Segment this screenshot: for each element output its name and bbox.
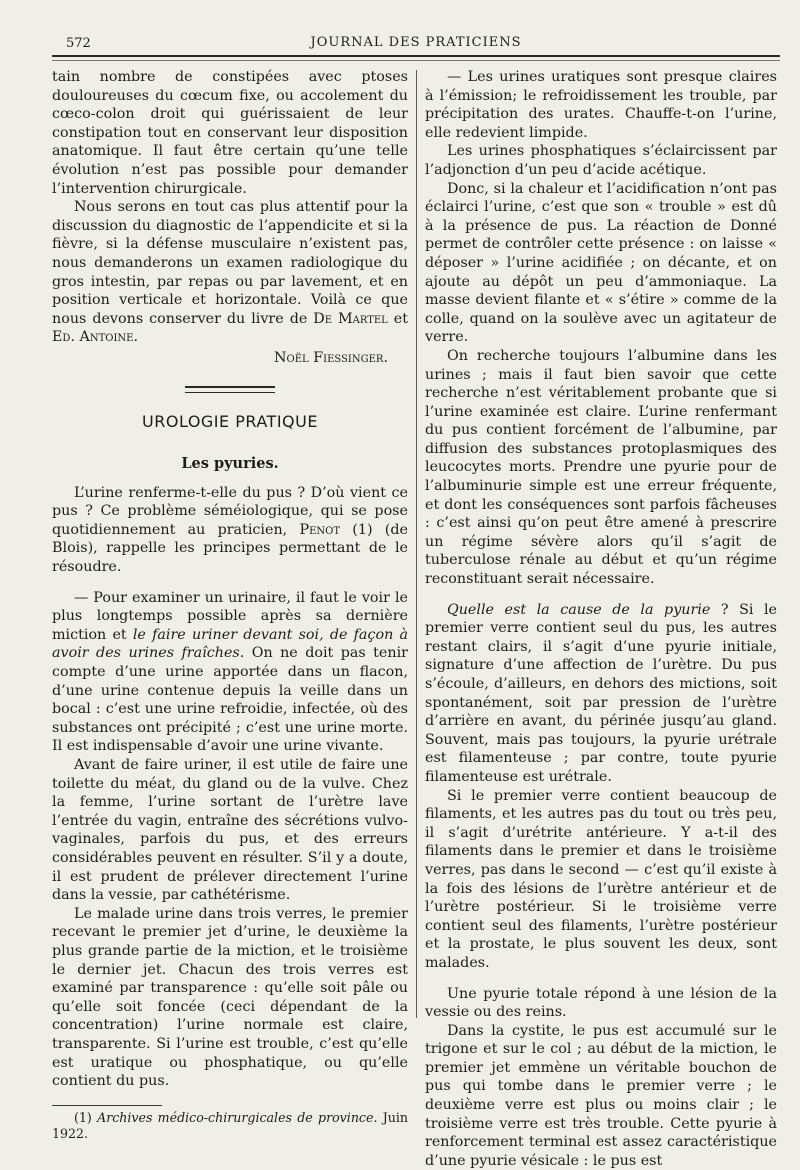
paragraph: — Les urines uratiques sont presque claires à l’émission; le refroidissement les trouble, par précipitation des urates. Chauffe-t-on l’urine, elle redevient limpide.: [425, 69, 777, 141]
footnote-rule: [52, 1105, 162, 1106]
journal-title: JOURNAL DES PRATICIENS: [310, 35, 522, 50]
paragraph: Si le premier verre contient beaucoup de filaments, et les autres pas du tout ou très peu, il s’agit d’urétrite antérieure. Y a-t-il des filaments dans le premier et dans le troisième verres, pas dans le second — c’est qu’il existe à la fois des lésions de l’urètre antérieur et de l’urètre postérieur. Si le troisième verre contient seul des filaments, l’urètre postérieur et la prostate, le plus souvent les deux, sont malades.: [425, 787, 777, 971]
paragraph-text: ? Si le premier verre contient seul du pus, les autres restant clairs, il s’agit d’une pyurie initiale, signature d’une affection de l’urètre. Du pus s’écoule, d’ailleurs, en dehors des mictions, soit spontanément, soit par pression de l’urètre d’arrière en avant, du périnée jusqu’au gland. Souvent, mais pas toujours, la pyurie urétrale est filamenteuse ; par contre, toute pyurie filamenteuse est urétrale.: [425, 601, 778, 785]
paragraph-text: . On ne doit pas tenir compte d’une urine apportée dans un flacon, d’une urine contenue depuis la veille dans un bocal : c’est une urine refroidie, infectée, où des substances ont précipité ; c’est une urine morte. Il est indispensable d’avoir une urine vivante.: [52, 645, 408, 755]
paragraph: Donc, si la chaleur et l’acidification n’ont pas éclairci l’urine, c’est que son « trouble » est dû à la présence de pus. La réaction de Donné permet de contrôler cette présence : on laisse « déposer » l’urine acidifiée ; on décante, et on ajoute au dépôt un peu d’ammoniaque. La masse devient filante et « s’étire » comme de la colle, quand on la soulève avec un agitateur de verre.: [425, 180, 777, 346]
paragraph-text: Nous serons en tout cas plus attentif pour la discussion du diagnostic de l’appendicite et si la fièvre, si la défense musculaire n’existent pas, nous demanderons un examen radiologique du gros intestin, par repas ou par lavement, et en position verticale et horizontale. Voilà ce que nous devons conserver du livre de: [52, 199, 408, 327]
author-name: Ed. Antoine: [52, 329, 134, 346]
header-rule: [52, 55, 780, 57]
running-head: [52, 30, 780, 56]
left-column: [52, 68, 408, 1142]
subsection-title: Les pyuries.: [181, 455, 279, 473]
footnote-marker: (1): [74, 1109, 98, 1125]
period: .: [133, 329, 139, 346]
column-divider: [416, 70, 417, 1018]
conjunction: et: [387, 310, 408, 327]
paragraph: [52, 484, 408, 577]
signature: Noël Fiessinger.: [274, 349, 388, 366]
footnote-date: . Juin 1922.: [52, 1109, 408, 1141]
emphasis-text: le faire uriner devant soi, de façon à avoir des urines fraîches: [52, 626, 408, 662]
paragraph: Dans la cystite, le pus est accumulé sur le trigone et sur le col ; au début de la miction, le premier jet emmène un véritable bouchon de pus qui tombe dans le premier verre ; le deuxième verre est plus ou moins clair ; le troisième verre est très trouble. Cette pyurie à renforcement terminal est assez caractéristique d’une pyurie vésicale : le pus est: [425, 1022, 777, 1169]
paragraph: Avant de faire uriner, il est utile de faire une toilette du méat, du gland ou de la vulve. Chez la femme, l’urine sortant de l’urètre lave l’entrée du vagin, entraîne des sécrétions vulvo-vaginales, parfois du pus, et des erreurs considérables peuvent en résulter. S’il y a doute, il est prudent de prélever directement l’urine dans la vessie, par cathétérisme.: [52, 757, 408, 904]
paragraph: Le malade urine dans trois verres, le premier recevant le premier jet d’urine, le deuxième la plus grande partie de la miction, et le troisième le dernier jet. Chacun des trois verres est examiné par transparence : qu’elle soit pâle ou qu’elle soit foncée (ceci dépendant de la concentration) l’urine normale est claire, transparente. Si l’urine est trouble, c’est qu’elle est uratique ou phosphatique, ou qu’elle contient du pus.: [52, 905, 408, 1090]
paragraph: Une pyurie totale répond à une lésion de la vessie ou des reins.: [425, 985, 777, 1021]
header-rule-thin: [52, 60, 780, 61]
section-title: UROLOGIE PRATIQUE: [142, 411, 318, 431]
right-column: [425, 68, 777, 1170]
author-name: De Martel: [313, 310, 388, 327]
paragraph-text: (1) (de Blois), rappelle les principes permettant de le résoudre.: [52, 521, 408, 576]
section-divider: [185, 386, 275, 393]
paragraph: On recherche toujours l’albumine dans les urines ; mais il faut bien savoir que cette recherche n’est véritablement probante que si l’urine examinée est claire. L’urine renfermant du pus contient forcément de l’albumine, par diffusion des substances protoplasmiques des leucocytes morts. Prendre une pyurie pour de l’albuminurie simple est une erreur fréquente, et dont les conséquences sont parfois fâcheuses : c’est ainsi qu’on peut être amené à prescrire un régime sévère alors qu’il s’agit de tuberculose rénale au début et qu’un régime reconstituant serait nécessaire.: [425, 347, 777, 588]
paragraph: [52, 198, 408, 347]
footnote-source: Archives médico-chirurgicales de province: [97, 1109, 374, 1125]
page-number: 572: [66, 36, 91, 51]
paragraph: tain nombre de constipées avec ptoses douloureuses du cœcum fixe, ou accolement du cœco-colon droit qui guérissaient de leur constipation tout en conservant leur disposition anatomique. Il faut être certain qu’une telle évolution n’est pas possible pour demander l’intervention chirurgicale.: [52, 69, 408, 197]
author-name: Penot: [299, 521, 341, 538]
paragraph: [52, 589, 408, 756]
paragraph-text: L’urine renferme-t-elle du pus ? D’où vient ce pus ? Ce problème séméiologique, qui se pose quotidiennement au praticien,: [52, 484, 408, 538]
emphasis-text: Quelle est la cause de la pyurie: [447, 601, 711, 618]
paragraph: Les urines phosphatiques s’éclaircissent par l’adjonction d’un peu d’acide acétique.: [425, 143, 777, 178]
paragraph: [425, 601, 777, 787]
paragraph-text: — Pour examiner un urinaire, il faut le voir le plus longtemps possible après sa dernière miction et: [52, 589, 408, 643]
footnote: [52, 1110, 408, 1142]
